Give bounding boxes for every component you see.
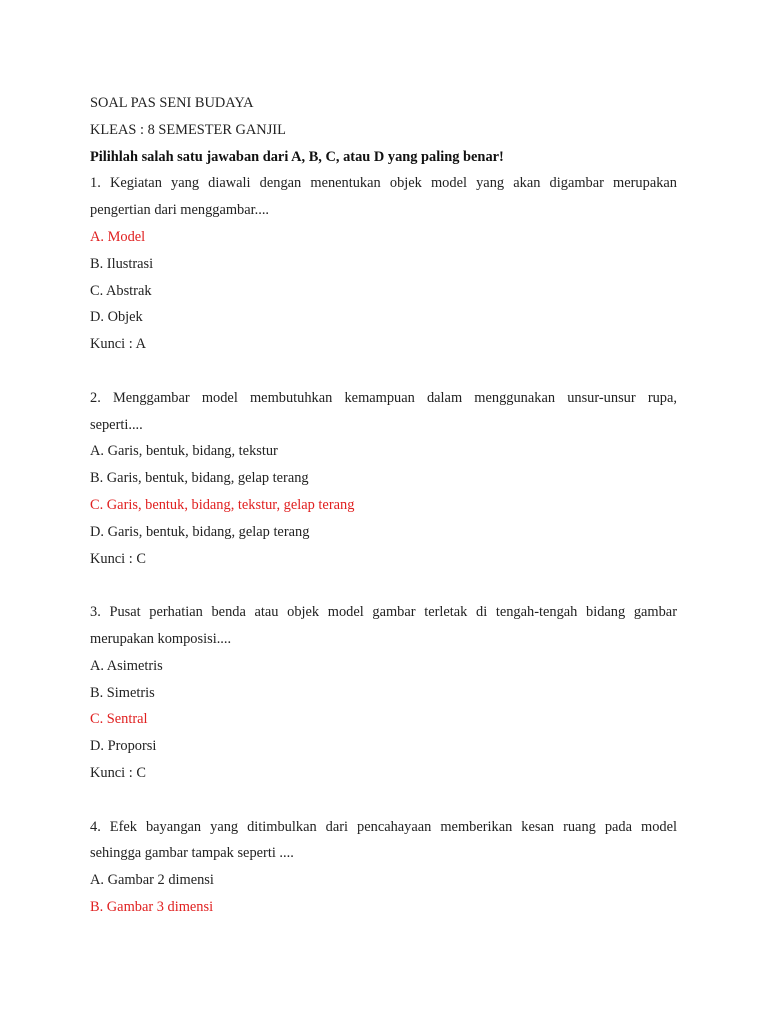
question-3 (90, 599, 677, 787)
answer-option: B. Ilustrasi (90, 255, 154, 272)
answer-option: D. Proporsi (90, 738, 157, 755)
answer-option: A. Gambar 2 dimensi (90, 872, 214, 889)
question-text-line: seperti.... (90, 416, 143, 433)
question-text-line: 1. Kegiatan yang diawali dengan menentukan objek model yang akan digambar merupakan (90, 175, 677, 192)
question-text-line: sehingga gambar tampak seperti .... (90, 845, 294, 862)
blank-line (90, 572, 677, 599)
answer-key: Kunci : A (90, 336, 146, 353)
document-title: SOAL PAS SENI BUDAYA (90, 95, 254, 111)
answer-option-correct: C. Garis, bentuk, bidang, tekstur, gelap terang (90, 496, 355, 513)
answer-key: Kunci : C (90, 550, 146, 567)
answer-option-correct: C. Sentral (90, 711, 148, 728)
answer-option: D. Garis, bentuk, bidang, gelap terang (90, 523, 310, 540)
answer-option-correct: B. Gambar 3 dimensi (90, 898, 214, 915)
answer-option: C. Abstrak (90, 282, 152, 299)
blank-line (90, 358, 677, 385)
question-4 (90, 814, 677, 921)
answer-option: D. Objek (90, 309, 143, 326)
question-2 (90, 385, 677, 573)
question-text-line: merupakan komposisi.... (90, 630, 232, 647)
blank-line (90, 787, 677, 814)
instruction-text: Pilihlah salah satu jawaban dari A, B, C, atau D yang paling benar! (90, 148, 504, 165)
answer-option: B. Simetris (90, 684, 155, 701)
question-1 (90, 170, 677, 358)
question-text-line: 4. Efek bayangan yang ditimbulkan dari pencahayaan memberikan kesan ruang pada model (90, 818, 677, 835)
document-page (90, 90, 677, 921)
answer-option: B. Garis, bentuk, bidang, gelap terang (90, 470, 309, 487)
answer-option-correct: A. Model (90, 228, 146, 245)
answer-option: A. Asimetris (90, 657, 163, 674)
question-text-line: 2. Menggambar model membutuhkan kemampuan dalam menggunakan unsur-unsur rupa, (90, 389, 677, 406)
answer-option: A. Garis, bentuk, bidang, tekstur (90, 443, 278, 460)
question-text-line: pengertian dari menggambar.... (90, 202, 270, 219)
answer-key: Kunci : C (90, 764, 146, 781)
question-text-line: 3. Pusat perhatian benda atau objek model gambar terletak di tengah-tengah bidang gambar (90, 604, 677, 621)
class-semester-info: KLEAS : 8 SEMESTER GANJIL (90, 121, 286, 138)
